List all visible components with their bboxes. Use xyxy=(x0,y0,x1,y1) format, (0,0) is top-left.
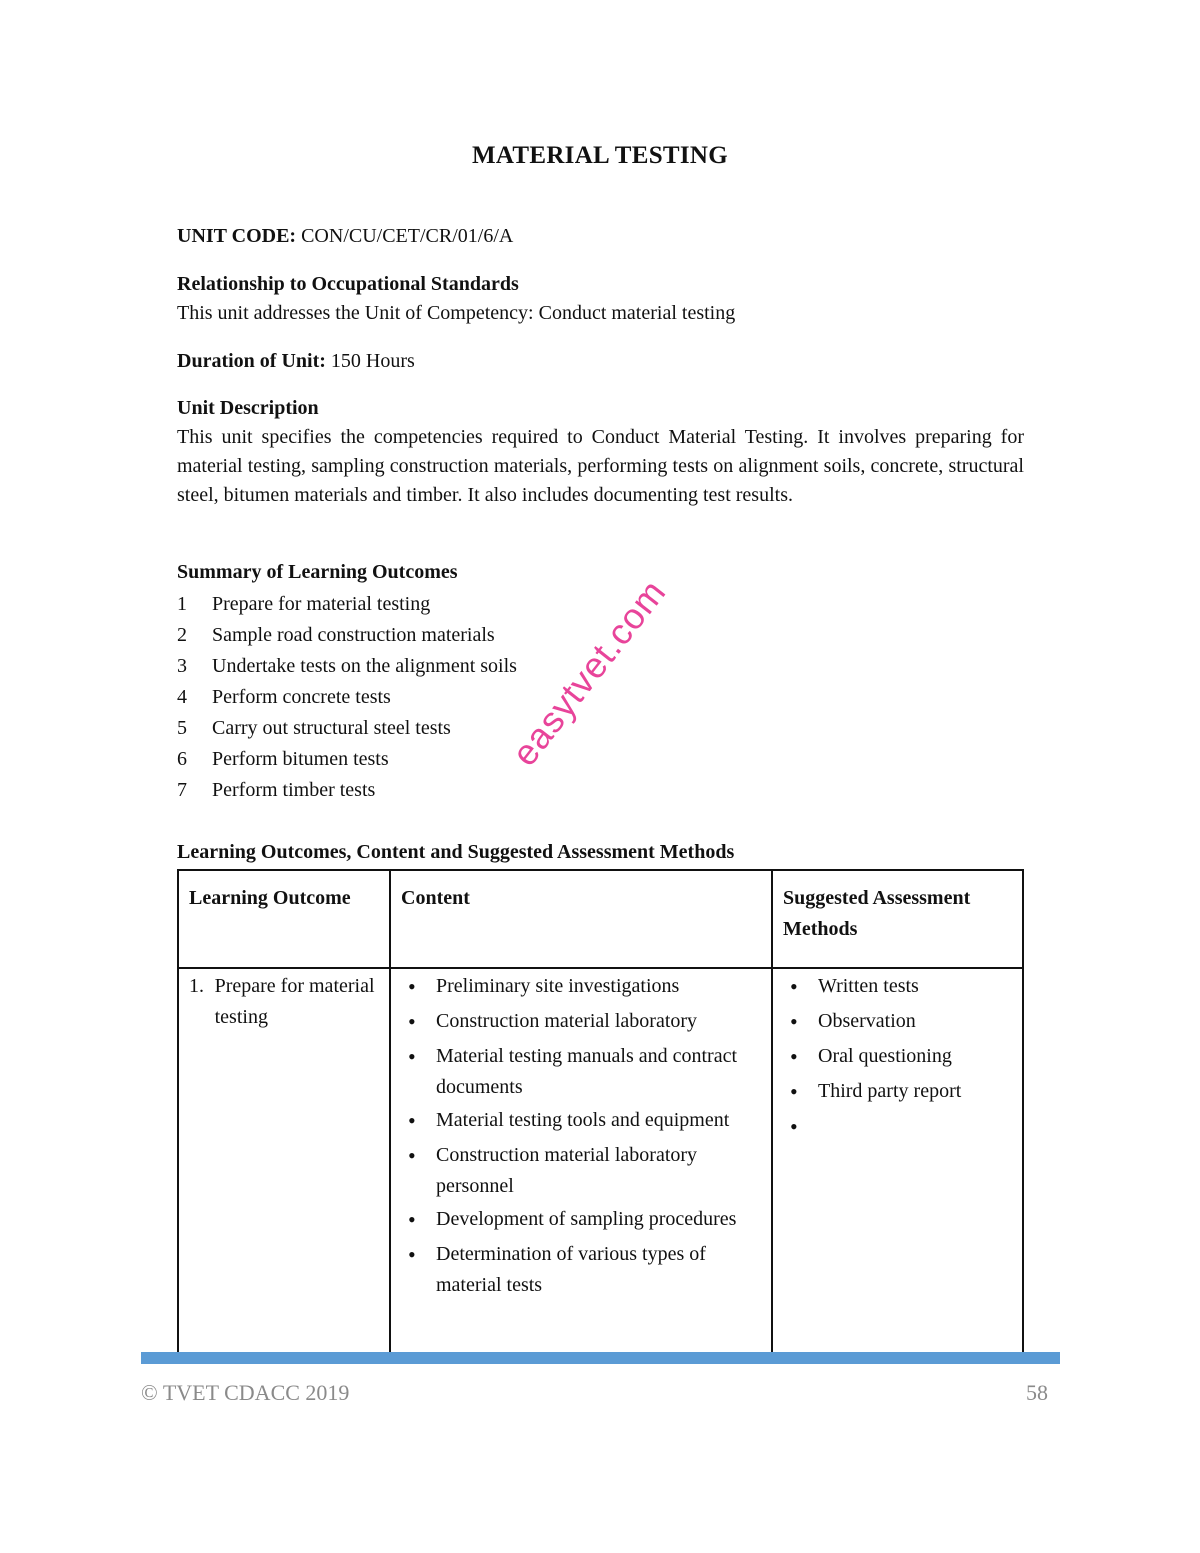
relationship-section xyxy=(177,270,1024,328)
summary-heading: Summary of Learning Outcomes xyxy=(177,561,458,583)
item-text: Undertake tests on the alignment soils xyxy=(212,655,517,677)
unit-code-value: CON/CU/CET/CR/01/6/A xyxy=(301,225,514,247)
list-item xyxy=(177,713,1024,744)
item-number: 6 xyxy=(177,748,187,770)
item-text: Material testing tools and equipment xyxy=(436,1109,730,1131)
list-item xyxy=(401,971,761,1004)
item-number: 1 xyxy=(177,593,187,615)
watermark: easytvet.com xyxy=(503,571,674,774)
bullet-icon xyxy=(783,971,818,1004)
item-text: Preliminary site investigations xyxy=(436,975,680,997)
methods-list xyxy=(783,971,1012,1144)
methods-cell xyxy=(772,968,1023,1354)
item-text: Sample road construction materials xyxy=(212,624,495,646)
bullet-icon xyxy=(401,1140,436,1202)
item-text: Construction material laboratory xyxy=(436,1010,698,1032)
bullet-icon xyxy=(783,1076,818,1109)
header-assessment-methods: Suggested Assessment Methods xyxy=(772,870,1023,968)
bullet-icon xyxy=(401,971,436,1004)
unit-code-line xyxy=(177,222,1024,251)
item-text: Third party report xyxy=(818,1080,962,1102)
relationship-text: This unit addresses the Unit of Competency: Conduct material testing xyxy=(177,302,736,324)
bullet-icon xyxy=(783,1006,818,1039)
list-item xyxy=(401,1006,761,1039)
outcomes-table xyxy=(177,869,1024,1355)
bullet-icon xyxy=(401,1105,436,1138)
bullet-icon xyxy=(401,1239,436,1301)
content-cell xyxy=(390,968,772,1354)
footer-divider xyxy=(141,1352,1060,1364)
list-item xyxy=(783,971,1012,1004)
list-item xyxy=(401,1239,761,1301)
bullet-icon xyxy=(783,1111,818,1144)
item-text: Oral questioning xyxy=(818,1045,952,1067)
list-item xyxy=(177,589,1024,620)
page-title: MATERIAL TESTING xyxy=(471,142,729,169)
item-text: Written tests xyxy=(818,975,919,997)
list-item xyxy=(401,1041,761,1103)
item-text: Perform bitumen tests xyxy=(212,748,389,770)
relationship-heading: Relationship to Occupational Standards xyxy=(177,273,519,295)
item-number: 2 xyxy=(177,624,187,646)
item-number: 7 xyxy=(177,779,187,801)
item-text: Development of sampling procedures xyxy=(436,1208,737,1230)
outcome-text: Prepare for material testing xyxy=(214,975,375,1028)
duration-line xyxy=(177,347,1024,376)
unit-code-label: UNIT CODE: xyxy=(177,225,297,247)
list-item xyxy=(177,744,1024,775)
outcome-list xyxy=(177,589,1024,806)
bullet-icon xyxy=(401,1006,436,1039)
item-text: Prepare for material testing xyxy=(212,593,431,615)
description-text: This unit specifies the competencies required to Conduct Material Testing. It involves preparing for material testing, sampling construction materials, performing tests on alignment soils, concrete, structural steel, bitumen materials and timber. It also includes documenting test results. xyxy=(177,426,1024,506)
footer-copyright: © TVET CDACC 2019 xyxy=(141,1380,350,1405)
list-item xyxy=(401,1140,761,1202)
outcome-cell xyxy=(178,968,390,1354)
header-learning-outcome: Learning Outcome xyxy=(178,870,390,968)
item-text: Perform timber tests xyxy=(212,779,376,801)
item-text: Carry out structural steel tests xyxy=(212,717,451,739)
item-number: 5 xyxy=(177,717,187,739)
list-item xyxy=(401,1105,761,1138)
bullet-icon xyxy=(783,1041,818,1074)
list-item xyxy=(783,1041,1012,1074)
list-item xyxy=(783,1076,1012,1109)
item-number: 3 xyxy=(177,655,187,677)
list-item xyxy=(401,1204,761,1237)
list-item xyxy=(783,1006,1012,1039)
list-item xyxy=(177,775,1024,806)
content-list xyxy=(401,971,761,1301)
table-row xyxy=(178,968,1023,1354)
table-heading: Learning Outcomes, Content and Suggested Assessment Methods xyxy=(177,841,735,863)
item-text: Observation xyxy=(818,1010,916,1032)
list-item xyxy=(783,1111,1012,1144)
item-text: Determination of various types of material tests xyxy=(436,1243,706,1296)
bullet-icon xyxy=(401,1041,436,1103)
item-text: Material testing manuals and contract documents xyxy=(436,1045,738,1098)
description-heading: Unit Description xyxy=(177,397,319,419)
description-section xyxy=(177,394,1024,510)
table-header-row xyxy=(178,870,1023,968)
duration-value: 150 Hours xyxy=(330,350,415,372)
item-text: Construction material laboratory personnel xyxy=(436,1144,698,1197)
bullet-icon xyxy=(401,1204,436,1237)
page-number: 58 xyxy=(1026,1380,1048,1405)
item-number: 4 xyxy=(177,686,187,708)
outcome-number: 1. xyxy=(189,975,204,997)
duration-label: Duration of Unit: xyxy=(177,350,326,372)
header-content: Content xyxy=(390,870,772,968)
item-text: Perform concrete tests xyxy=(212,686,391,708)
